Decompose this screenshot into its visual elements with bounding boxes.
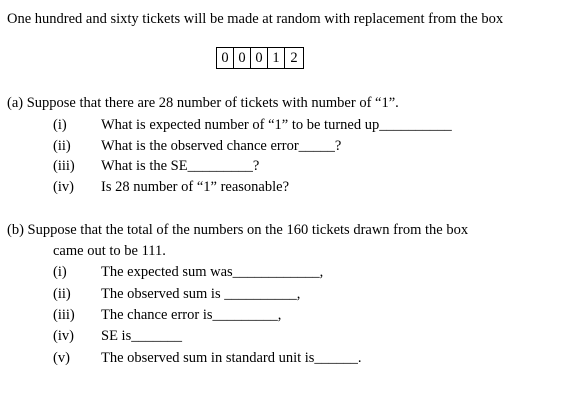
part-a-item-number: (ii) [53, 138, 71, 154]
ticket-box [216, 47, 304, 69]
part-a-item-text: What is the SE_________? [101, 158, 260, 174]
ticket-cell: 0 [234, 48, 251, 68]
part-a-item-number: (iii) [53, 158, 75, 174]
part-b-item-text: The chance error is_________, [101, 307, 282, 323]
ticket-cell: 1 [268, 48, 285, 68]
part-a-item-number: (i) [53, 117, 67, 133]
part-a-item-text: Is 28 number of “1” reasonable? [101, 179, 290, 195]
part-b-heading-line2: came out to be 111. [53, 243, 166, 259]
part-b-item-number: (i) [53, 264, 67, 280]
part-a-heading: (a) Suppose that there are 28 number of tickets with number of “1”. [7, 95, 399, 111]
ticket-cell: 2 [290, 50, 298, 66]
part-b-item-number: (ii) [53, 286, 71, 302]
ticket-cell: 0 [217, 48, 234, 68]
part-b-item-number: (v) [53, 350, 70, 366]
part-a-item-text: What is the observed chance error_____? [101, 138, 342, 154]
ticket-cell: 0 [251, 48, 268, 68]
intro-text: One hundred and sixty tickets will be made at random with replacement from the box [7, 11, 504, 27]
part-b-item-text: SE is_______ [101, 328, 182, 344]
part-a-item-text: What is expected number of “1” to be turned up__________ [101, 117, 452, 133]
part-b-item-number: (iii) [53, 307, 75, 323]
part-b-item-text: The observed sum is __________, [101, 286, 301, 302]
part-b-item-text: The expected sum was____________, [101, 264, 324, 280]
part-a-item-number: (iv) [53, 179, 74, 195]
part-b-item-number: (iv) [53, 328, 74, 344]
part-b-item-text: The observed sum in standard unit is______. [101, 350, 362, 366]
part-b-heading-line1: (b) Suppose that the total of the numbers on the 160 tickets drawn from the box [7, 222, 469, 238]
